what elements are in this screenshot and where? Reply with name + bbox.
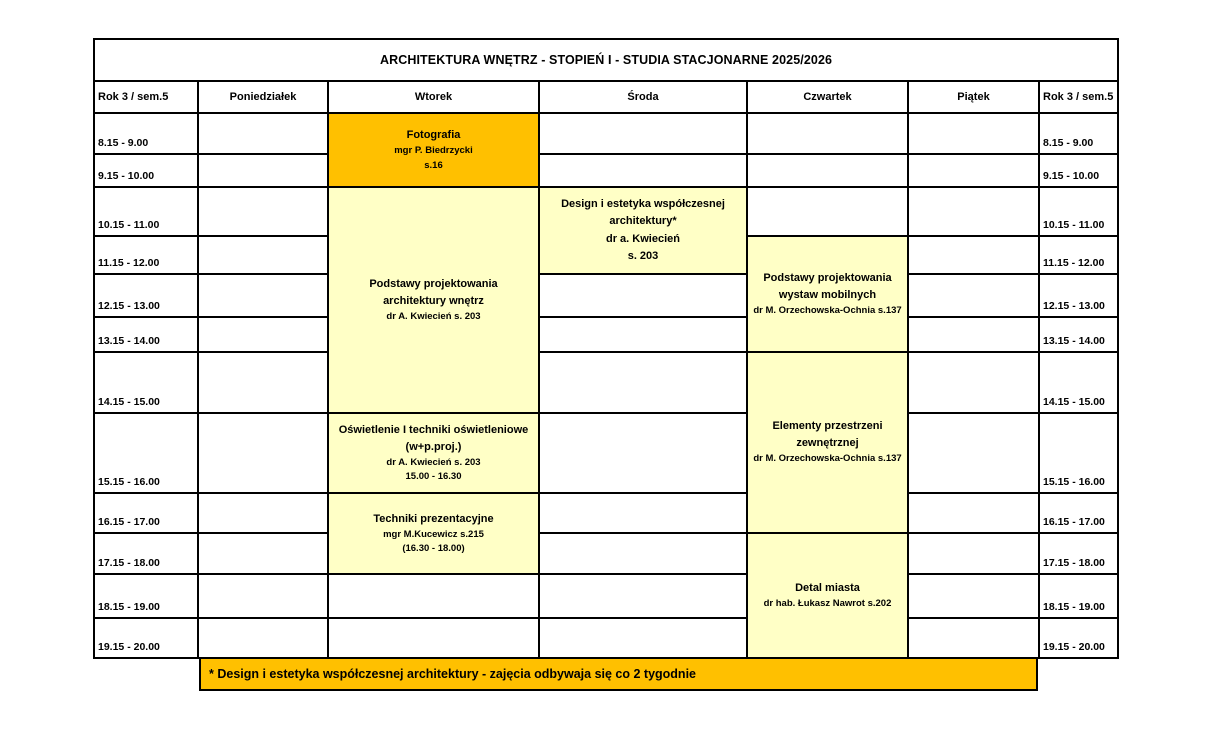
time-slot-right-12: 19.15 - 20.00 (1040, 619, 1117, 657)
course-line: Oświetlenie I techniki oświetleniowe (338, 423, 529, 436)
empty-cell-tuesday-12 (329, 619, 540, 657)
time-slot-right-9: 16.15 - 17.00 (1040, 494, 1117, 534)
course-line: s.16 (424, 159, 443, 171)
course-line: architektury wnętrz (383, 294, 484, 307)
empty-cell-friday-11 (909, 575, 1040, 619)
time-slot-right-10: 17.15 - 18.00 (1040, 534, 1117, 575)
empty-cell-wednesday-7 (540, 353, 748, 414)
course-block-oswietlenie-i-techniki-oswietleniowe (329, 414, 540, 494)
time-slot-right-7: 14.15 - 15.00 (1040, 353, 1117, 414)
empty-cell-wednesday-11 (540, 575, 748, 619)
empty-cell-monday-4 (199, 237, 329, 275)
empty-cell-wednesday-5 (540, 275, 748, 318)
empty-cell-thursday-3 (748, 188, 909, 237)
time-slot-right-2: 9.15 - 10.00 (1040, 155, 1117, 188)
empty-cell-wednesday-6 (540, 318, 748, 353)
time-slot-left-7: 14.15 - 15.00 (95, 353, 199, 414)
course-block-design-i-estetyka-wspolczesnej-architektury (540, 188, 748, 275)
course-line: dr M. Orzechowska-Ochnia s.137 (753, 304, 902, 316)
empty-cell-friday-3 (909, 188, 1040, 237)
course-line: mgr P. Biedrzycki (394, 145, 473, 157)
course-line: wystaw mobilnych (778, 288, 877, 301)
course-line: Podstawy projektowania (369, 277, 498, 290)
course-line: Podstawy projektowania (763, 271, 892, 284)
empty-cell-monday-2 (199, 155, 329, 188)
course-block-elementy-przestrzeni-zewnetrznej (748, 353, 909, 534)
course-line: dr M. Orzechowska-Ochnia s.137 (753, 453, 902, 465)
time-slot-left-2: 9.15 - 10.00 (95, 155, 199, 188)
empty-cell-monday-3 (199, 188, 329, 237)
course-line: architektury* (609, 215, 677, 228)
empty-cell-wednesday-1 (540, 114, 748, 155)
course-block-detal-miasta (748, 534, 909, 657)
time-slot-left-5: 12.15 - 13.00 (95, 275, 199, 318)
time-slot-left-10: 17.15 - 18.00 (95, 534, 199, 575)
column-header-friday: Piątek (909, 82, 1040, 114)
time-slot-left-6: 13.15 - 14.00 (95, 318, 199, 353)
time-slot-left-1: 8.15 - 9.00 (95, 114, 199, 155)
course-line: mgr M.Kucewicz s.215 (383, 528, 484, 540)
course-block-techniki-prezentacyjne (329, 494, 540, 575)
time-slot-left-3: 10.15 - 11.00 (95, 188, 199, 237)
empty-cell-friday-2 (909, 155, 1040, 188)
empty-cell-friday-8 (909, 414, 1040, 494)
course-line: Design i estetyka współczesnej (561, 198, 725, 211)
empty-cell-friday-5 (909, 275, 1040, 318)
course-line: Fotografia (406, 129, 461, 142)
course-line: (w+p.proj.) (405, 440, 462, 453)
empty-cell-monday-8 (199, 414, 329, 494)
column-header-thursday: Czwartek (748, 82, 909, 114)
empty-cell-friday-4 (909, 237, 1040, 275)
empty-cell-wednesday-9 (540, 494, 748, 534)
footnote-text: * Design i estetyka współczesnej architektury - zajęcia odbywaja się co 2 tygodnie (209, 667, 696, 681)
time-slot-right-11: 18.15 - 19.00 (1040, 575, 1117, 619)
time-slot-left-8: 15.15 - 16.00 (95, 414, 199, 494)
time-slot-left-4: 11.15 - 12.00 (95, 237, 199, 275)
course-line: zewnętrznej (796, 437, 859, 450)
time-slot-left-12: 19.15 - 20.00 (95, 619, 199, 657)
column-header-monday: Poniedziałek (199, 82, 329, 114)
course-line: dr a. Kwiecień (606, 232, 680, 245)
course-line: Techniki prezentacyjne (373, 512, 494, 525)
empty-cell-wednesday-12 (540, 619, 748, 657)
empty-cell-monday-10 (199, 534, 329, 575)
empty-cell-friday-12 (909, 619, 1040, 657)
empty-cell-friday-10 (909, 534, 1040, 575)
course-block-fotografia (329, 114, 540, 188)
course-line: Detal miasta (795, 581, 860, 594)
time-slot-left-11: 18.15 - 19.00 (95, 575, 199, 619)
timetable-title: ARCHITEKTURA WNĘTRZ - STOPIEŃ I - STUDIA STACJONARNE 2025/2026 (95, 40, 1117, 82)
empty-cell-monday-12 (199, 619, 329, 657)
empty-cell-monday-9 (199, 494, 329, 534)
empty-cell-thursday-1 (748, 114, 909, 155)
course-line: Elementy przestrzeni (772, 420, 883, 433)
course-block-podstawy-projektowania-architektury-wnetrz (329, 188, 540, 414)
footnote-bar (199, 657, 1038, 691)
empty-cell-monday-11 (199, 575, 329, 619)
course-line: dr A. Kwiecień s. 203 (386, 456, 481, 468)
empty-cell-monday-6 (199, 318, 329, 353)
course-line: dr hab. Łukasz Nawrot s.202 (763, 597, 892, 609)
empty-cell-friday-7 (909, 353, 1040, 414)
course-line: 15.00 - 16.30 (405, 471, 462, 483)
course-line: dr A. Kwiecień s. 203 (386, 310, 481, 322)
time-slot-right-8: 15.15 - 16.00 (1040, 414, 1117, 494)
time-slot-left-9: 16.15 - 17.00 (95, 494, 199, 534)
empty-cell-thursday-2 (748, 155, 909, 188)
time-slot-right-3: 10.15 - 11.00 (1040, 188, 1117, 237)
course-line: s. 203 (627, 249, 659, 262)
time-slot-right-1: 8.15 - 9.00 (1040, 114, 1117, 155)
empty-cell-monday-1 (199, 114, 329, 155)
course-line: (16.30 - 18.00) (402, 543, 465, 555)
column-header-wednesday: Środa (540, 82, 748, 114)
empty-cell-tuesday-11 (329, 575, 540, 619)
empty-cell-friday-9 (909, 494, 1040, 534)
empty-cell-monday-7 (199, 353, 329, 414)
column-header-tuesday: Wtorek (329, 82, 540, 114)
column-header-time-left: Rok 3 / sem.5 (95, 82, 199, 114)
empty-cell-wednesday-8 (540, 414, 748, 494)
course-block-podstawy-projektowania-wystaw-mobilnych (748, 237, 909, 353)
column-header-time-right: Rok 3 / sem.5 (1040, 82, 1117, 114)
time-slot-right-4: 11.15 - 12.00 (1040, 237, 1117, 275)
empty-cell-wednesday-2 (540, 155, 748, 188)
empty-cell-monday-5 (199, 275, 329, 318)
empty-cell-friday-1 (909, 114, 1040, 155)
empty-cell-wednesday-10 (540, 534, 748, 575)
timetable (93, 38, 1119, 659)
time-slot-right-6: 13.15 - 14.00 (1040, 318, 1117, 353)
empty-cell-friday-6 (909, 318, 1040, 353)
time-slot-right-5: 12.15 - 13.00 (1040, 275, 1117, 318)
